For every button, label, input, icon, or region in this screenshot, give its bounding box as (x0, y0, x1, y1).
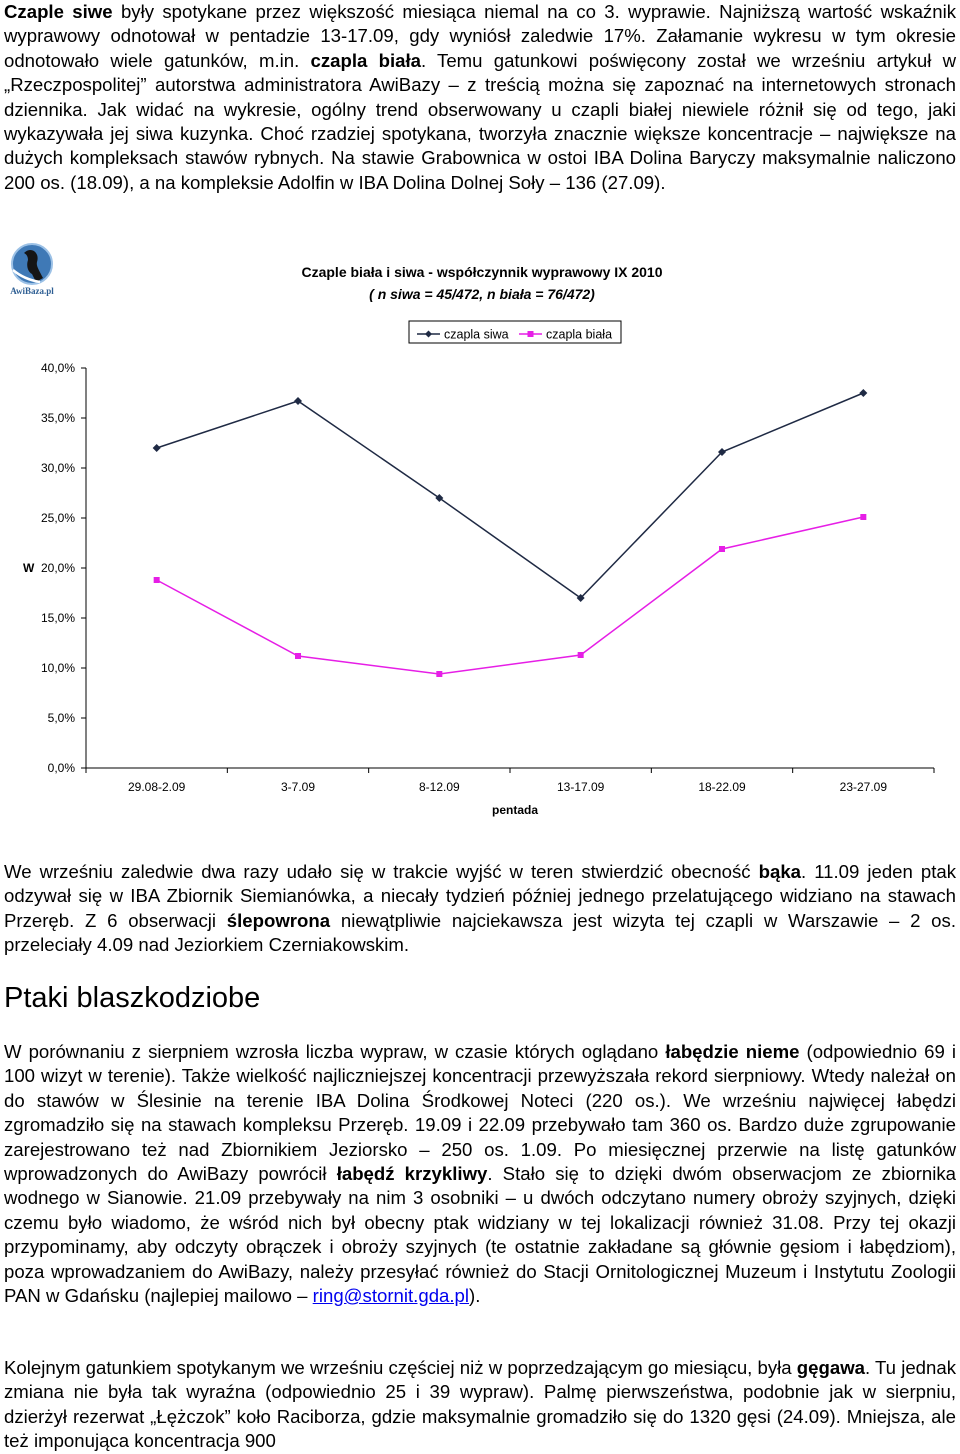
y-tick-label: 40,0% (40, 361, 75, 375)
x-tick-label: 8-12.09 (418, 780, 460, 794)
data-point (859, 389, 867, 397)
data-point (154, 577, 160, 583)
species-bak: bąka (758, 861, 802, 882)
x-tick-label: 18-22.09 (698, 780, 746, 794)
line-chart (0, 240, 960, 840)
paragraph-gegawa (4, 1356, 956, 1454)
species-slepowron: ślepowrona (226, 909, 331, 931)
p4-text-1: Kolejnym gatunkiem spotykanym we wrześniu częściej niż w poprzedzającym go miesiącu, była (4, 1357, 797, 1378)
y-tick-label: 15,0% (40, 611, 75, 625)
x-ticks (86, 768, 934, 794)
p2-text-3: niewątpliwie najciekawsza jest wizyta tej czapli w Warszawie – 2 os. przeleciały 4.09 nad Jeziorkiem Czerniakowskim. (4, 909, 956, 956)
series-czapla-siwa (153, 389, 868, 602)
y-tick-label: 35,0% (40, 411, 75, 425)
data-point (860, 514, 866, 520)
y-tick-label: 30,0% (40, 461, 75, 475)
species-czapla-biala: czapla biała (310, 49, 421, 71)
x-tick-label: 3-7.09 (280, 780, 316, 794)
chart-subtitle: ( n siwa = 45/472, n biała = 76/472) (369, 286, 595, 302)
data-point (719, 546, 725, 552)
data-point (295, 653, 301, 659)
species-labedz-krzykliwy: łabędź krzykliwy (336, 1163, 488, 1185)
logo-text: AwiBaza.pl (10, 286, 54, 296)
series-layer (153, 389, 868, 677)
p3-text-3: . Stało się to dzięki dwóm obserwacjom ze zbiornika wodnego w Sianowie. 21.09 przebywały na nim 3 osobniki – u dwóch odczytano numery obroży szyjnych, dzięki czemu było wiadomo, że wśród nich był obecny ptak widziany w tej lokalizacji również 31.08. Przy tej okazji przypominamy, aby odczyty obrączek i obroży szyjnych (te ostatnie zakładane są głównie gęsiom i łabędziom), poza wprowadzaniem do AwiBazy, należy przesyłać również do Stacji Ornitologicznej Muzeum i Instytutu Zoologii PAN w Gdańsku (najlepiej mailowo – (4, 1163, 956, 1307)
p4-text-2: . Tu jednak zmiana nie była tak wyraźna (odpowiednio 25 i 39 wypraw). Palmę pierwszeństwa, podobnie jak w sierpniu, dzierżył rezerwat „Łężczok” koło Raciborza, gdzie maksymalnie gromadziło się do 1320 gęsi (24.09). Mniejsza, ale też imponująca koncentracja 900 (4, 1357, 956, 1452)
y-ticks (41, 361, 86, 775)
y-tick-label: 5,0% (47, 711, 75, 725)
species-czapla-siwa: Czaple siwe (4, 1, 113, 22)
data-point (578, 652, 584, 658)
legend-label-siwa: czapla siwa (444, 327, 509, 342)
data-point (436, 671, 442, 677)
legend-marker-biala (528, 331, 534, 337)
intro-text-1: były spotykane przez większość miesiąca niemal na co 3. wyprawie. Najniższą wartość wskaźnik wyprawowy odnotował w pentadzie 13-17.09, gdy wyniósł zaledwie 17%. Załamanie wykresu w tym okresie odnotowało wiele gatunków, m.in. (4, 1, 956, 71)
p2-text-2: . 11.09 jeden ptak odzywał się w IBA Zbiornik Siemianówka, a niecały tydzień później jednego przelatującego widziano na stawach Przeręb. Z 6 obserwacji (4, 861, 957, 931)
paragraph-baki (4, 860, 956, 958)
p3-text-1: W porównaniu z sierpniem wzrosła liczba wypraw, w czasie których oglądano (4, 1041, 666, 1062)
series-czapla-biala (154, 514, 867, 677)
x-tick-label: 23-27.09 (839, 780, 888, 794)
y-axis-label: W (23, 561, 35, 575)
species-gegawa: gęgawa (796, 1357, 865, 1378)
p3-text-2: (odpowiednio 69 i 100 wizyt w terenie). Także wielkość najliczniejszej koncentracji przewyższała rekord sierpniowy. Wtedy należał on do stawów w Ślesinie na terenie IBA Dolina Środkowej Noteci (220 os.). We wrześniu najwięcej łabędzi zgromadziło się na stawach kompleksu Przeręb. 19.09 i 22.09 przebywało tam 360 os. Bardzo duże zgrupowanie zarejestrowano też nad Zbiornikiem Jeziorsko – 250 os. 1.09. Po miesięcznej przerwie na listę gatunków wprowadzonych do AwiBazy powrócił (4, 1041, 957, 1185)
email-link[interactable]: ring@stornit.gda.pl (312, 1285, 470, 1307)
y-tick-label: 10,0% (40, 661, 75, 675)
intro-paragraph (4, 0, 956, 195)
p2-text-1: We wrześniu zaledwie dwa razy udało się w trakcie wyjść w teren stwierdzić obecność (4, 861, 759, 882)
y-tick-label: 20,0% (40, 561, 75, 575)
paragraph-labedzie (4, 1040, 956, 1308)
x-tick-label: 13-17.09 (556, 780, 605, 794)
series-line (157, 393, 864, 598)
x-tick-label: 29.08-2.09 (127, 780, 186, 794)
series-line (157, 517, 864, 674)
species-labedz-niemy: łabędzie nieme (665, 1041, 800, 1062)
chart-legend (409, 321, 621, 343)
chart-title: Czaple biała i siwa - współczynnik wyprawowy IX 2010 (301, 264, 663, 280)
section-heading: Ptaki blaszkodziobe (4, 982, 261, 1014)
y-tick-label: 25,0% (40, 511, 75, 525)
intro-text-2: . Temu gatunkowi poświęcony został we wrześniu artykuł w „Rzeczpospolitej” autorstwa administratora AwiBazy – z treścią można się zapoznać na internetowych stronach dziennika. Jak widać na wykresie, ogólny trend obserwowany u czapli białej niewiele różnił się od tego, jaki wykazywała jej siwa kuzynka. Choć rzadziej spotykana, tworzyła znacznie większe koncentracje – największe na dużych kompleksach stawów rybnych. Na stawie Grabownica w ostoi IBA Dolina Baryczy maksymalnie naliczono 200 os. (18.09), a na kompleksie Adolfin w IBA Dolina Dolnej Soły – 136 (27.09). (4, 49, 956, 193)
y-tick-label: 0,0% (47, 761, 75, 775)
legend-label-biala: czapla biała (546, 327, 613, 342)
x-axis-label: pentada (491, 803, 539, 817)
data-point (153, 444, 161, 452)
p3-text-4: ). (469, 1285, 481, 1307)
